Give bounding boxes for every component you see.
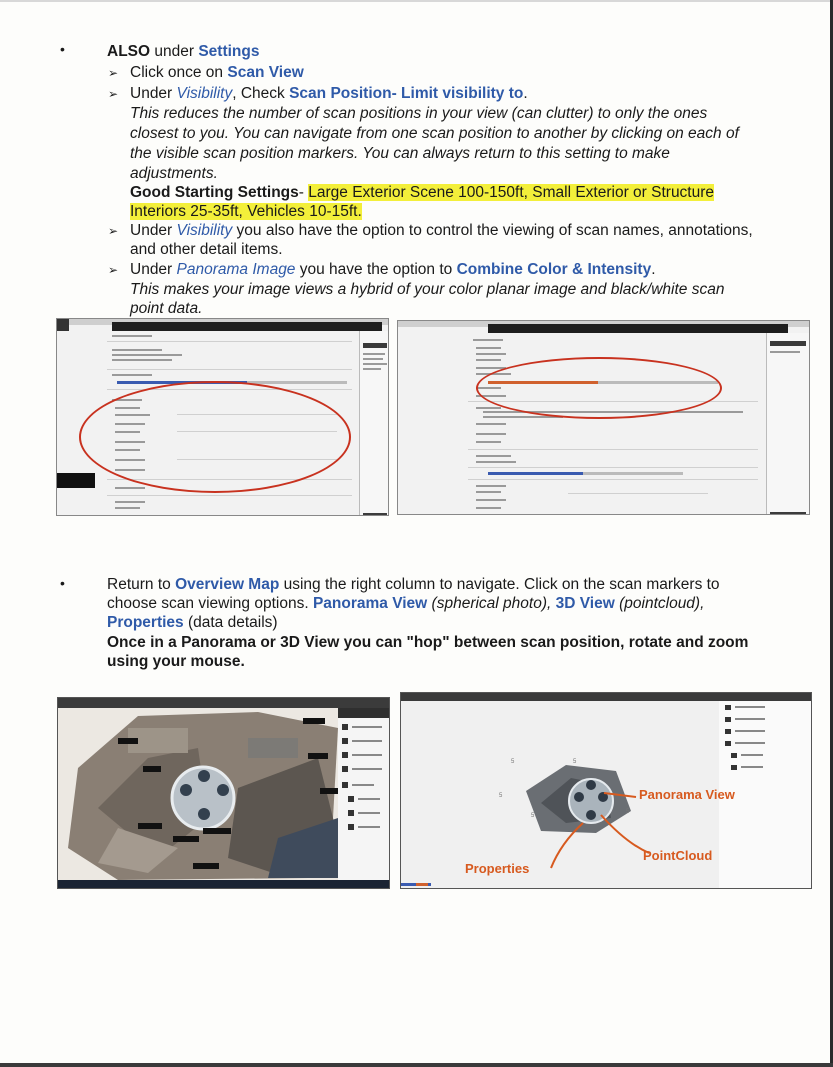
- desc-line: adjustments.: [130, 165, 218, 182]
- item-visibility-options-cont: and other detail items.: [130, 241, 283, 258]
- redaction-bar: [488, 324, 788, 333]
- item-visibility-options: Under Visibility you also have the option to control the viewing of scan names, annotations,: [130, 222, 753, 239]
- pointcloud-scan-image: [401, 693, 812, 889]
- redaction-bar: [112, 322, 382, 331]
- page-edge-top: [0, 0, 833, 2]
- settings-screenshot-right: [397, 320, 810, 515]
- section1-heading: ALSO under Settings: [107, 43, 260, 60]
- svg-text:5: 5: [511, 759, 515, 765]
- callout-properties: Properties: [465, 861, 530, 876]
- app-logo-block: [57, 319, 69, 331]
- bullet-icon: •: [60, 41, 65, 57]
- section2-line2: choose scan viewing options. Panorama View (spherical photo), 3D View (pointcloud),: [107, 595, 705, 612]
- desc-line: This makes your image views a hybrid of your color planar image and black/white scan: [130, 281, 725, 298]
- svg-text:5: 5: [531, 813, 535, 819]
- scan-view-screenshot: [400, 692, 812, 889]
- bullet-icon: •: [60, 575, 65, 591]
- desc-line: This reduces the number of scan positions in your view (can clutter) to only the ones: [130, 105, 708, 122]
- callout-pointcloud: PointCloud: [643, 848, 713, 863]
- svg-text:5: 5: [626, 809, 630, 815]
- arrow-bullet-icon: ➢: [108, 224, 119, 238]
- section2-bold-line1: Once in a Panorama or 3D View you can "hop" between scan position, rotate and zoom: [107, 634, 749, 651]
- section2-line3: Properties (data details): [107, 614, 278, 631]
- right-column-panel: [766, 333, 810, 514]
- desc-line: point data.: [130, 300, 203, 317]
- callout-panorama-view: Panorama View: [639, 787, 735, 802]
- svg-text:5: 5: [499, 793, 503, 799]
- item-scan-view: Click once on Scan View: [130, 64, 304, 81]
- arrow-bullet-icon: ➢: [108, 66, 119, 80]
- svg-text:5: 5: [573, 759, 577, 765]
- good-settings-line1: Good Starting Settings- Large Exterior Scene 100-150ft, Small Exterior or Structure: [130, 184, 715, 201]
- desc-line: closest to you. You can navigate from one scan position to another by clicking on each of: [130, 125, 739, 142]
- overview-map-screenshot: [57, 697, 390, 889]
- annotation-ellipse: [79, 381, 351, 493]
- redaction-block: [57, 473, 95, 488]
- right-column-panel: [359, 331, 389, 515]
- item-panorama-image: Under Panorama Image you have the option to Combine Color & Intensity.: [130, 261, 656, 278]
- good-settings-line2: Interiors 25-35ft, Vehicles 10-15ft.: [130, 203, 362, 220]
- desc-line: the visible scan position markers. You can always return to this setting to make: [130, 145, 670, 162]
- item-visibility-check: Under Visibility, Check Scan Position- Limit visibility to.: [130, 85, 528, 102]
- section2-line1: Return to Overview Map using the right column to navigate. Click on the scan markers to: [107, 576, 720, 593]
- page-edge-bottom: [0, 1063, 833, 1067]
- aerial-pointcloud-image: [58, 698, 390, 889]
- arrow-bullet-icon: ➢: [108, 87, 119, 101]
- windows-taskbar: [58, 880, 390, 889]
- arrow-bullet-icon: ➢: [108, 263, 119, 277]
- settings-screenshot-left: [56, 318, 389, 516]
- annotation-ellipse: [476, 357, 722, 419]
- section2-bold-line2: using your mouse.: [107, 653, 245, 670]
